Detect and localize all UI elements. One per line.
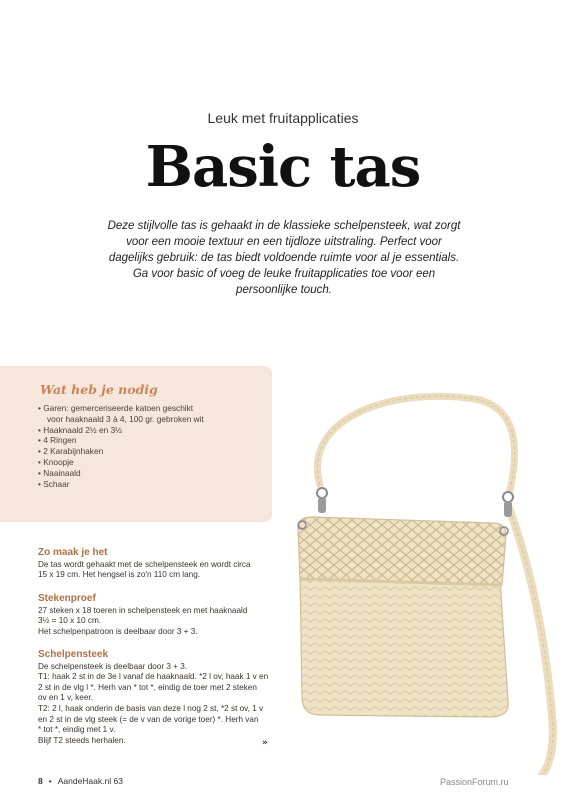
section-line: Het schelpenpatroon is deelbaar door 3 + 3.: [38, 626, 198, 636]
crochet-bag-photo: [280, 375, 566, 775]
intro-line: Ga voor basic of voeg de leuke fruitapplicaties toe voor een: [132, 268, 436, 280]
list-item: • 2 Karabijnhaken: [38, 446, 204, 457]
list-item: • 4 Ringen: [38, 435, 204, 446]
section-make: [38, 548, 276, 581]
magazine-name: AandeHaak.nl 63: [57, 776, 123, 786]
section-line: * tot *, eindig met 1 v.: [38, 725, 116, 735]
list-item: voor haaknaald 3 à 4, 100 gr. gebroken wit: [47, 413, 204, 424]
section-line: De schelpensteek is deelbaar door 3 + 3.: [38, 661, 188, 671]
list-item: • Haaknaald 2½ en 3½: [38, 425, 204, 436]
page-title: Basic tas: [145, 134, 421, 200]
section-line: 27 steken x 18 toeren in schelpensteek en met haaknaald: [38, 605, 248, 615]
section-gauge: [38, 594, 276, 637]
section-line: en 2 st in de vlg steek (= de v van de vorige toer) *. Herh van: [38, 714, 259, 724]
section-shell-stitch: [38, 650, 276, 746]
section-heading: Schelpensteek: [38, 649, 109, 660]
section-line: 15 x 19 cm. Het hengsel is zo'n 110 cm lang.: [38, 570, 201, 580]
section-heading: Stekenproef: [38, 593, 96, 604]
materials-title: Wat heb je nodig: [40, 382, 158, 397]
intro-line: voor een mooie textuur en een tijdloze uitstraling. Perfect voor: [126, 236, 442, 248]
section-line: T1: haak 2 st in de 3e l vanaf de haaknaald. *2 l ov, haak 1 v en: [38, 672, 269, 682]
section-line: T2: 2 l, haak onderin de basis van deze l nog 2 st, *2 st ov, 1 v: [38, 703, 264, 713]
section-line: 3½ = 10 x 10 cm.: [38, 616, 102, 626]
section-line: Blijf T2 steeds herhalen.: [38, 735, 126, 745]
subtitle: Leuk met fruitapplicaties: [207, 110, 359, 126]
list-item: • Schaar: [38, 479, 204, 490]
intro-line: persoonlijke touch.: [236, 284, 332, 296]
section-line: De tas wordt gehaakt met de schelpensteek en wordt circa: [38, 559, 251, 569]
list-item: • Naainaald: [38, 468, 204, 479]
page-number: 8: [38, 776, 43, 786]
footer-bullet: •: [48, 776, 52, 786]
section-line: ov en 1 v, keer.: [38, 693, 93, 703]
list-item: • Knoopje: [38, 457, 204, 468]
watermark: PassionForum.ru: [440, 777, 509, 787]
section-heading: Zo maak je het: [38, 547, 108, 558]
footer: [38, 776, 123, 786]
list-item: • Garen: gemerceriseerde katoen geschikt: [38, 403, 204, 414]
materials-list: [38, 403, 204, 489]
continue-arrow-icon: »: [262, 738, 268, 748]
intro-line: Deze stijlvolle tas is gehaakt in de klassieke schelpensteek, wat zorgt: [107, 220, 461, 232]
materials-box: [0, 366, 272, 522]
section-line: 2 st in de vlg l *. Herh van * tot *, eindig de toer met 2 steken: [38, 682, 257, 692]
intro-line: dagelijks gebruik: de tas biedt voldoende ruimte voor al je essentials.: [108, 252, 460, 264]
intro-text: [88, 218, 480, 298]
